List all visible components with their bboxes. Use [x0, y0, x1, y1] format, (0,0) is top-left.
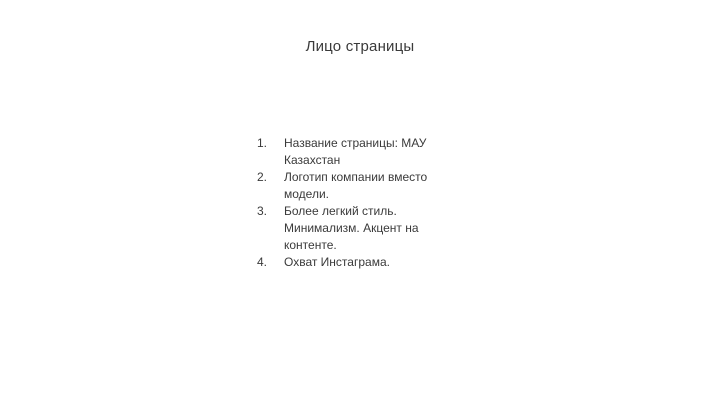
list-item-text: Название страницы: МАУ Казахстан [284, 136, 427, 167]
list-item-text: Охват Инстаграма. [284, 255, 390, 269]
list-item-number: 3. [257, 204, 268, 218]
list-item [257, 135, 457, 169]
list-item-number: 1. [257, 136, 268, 150]
list-item-number: 4. [257, 255, 268, 269]
numbered-list [257, 135, 457, 271]
list-item-number: 2. [257, 170, 268, 184]
list-item [257, 169, 457, 203]
list-item [257, 203, 457, 254]
slide-title: Лицо страницы [305, 38, 415, 55]
list-item-text: Более легкий стиль. Минимализм. Акцент на контенте. [284, 204, 419, 252]
list-item [257, 254, 457, 271]
list-item-text: Логотип компании вместо модели. [284, 170, 428, 201]
